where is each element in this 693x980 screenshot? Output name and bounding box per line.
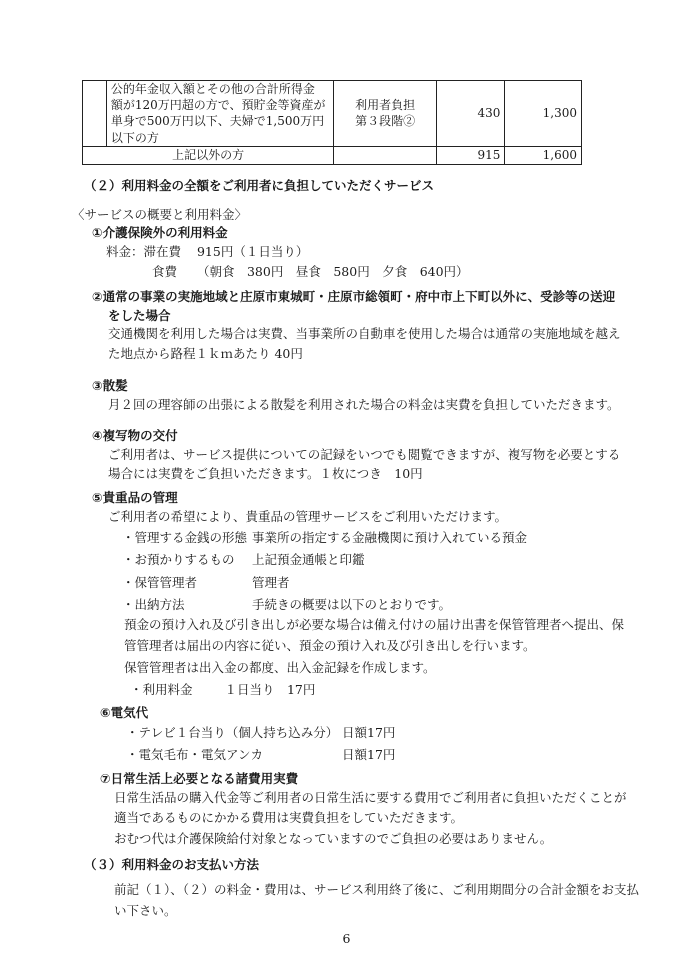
item5-fee-line: [130, 681, 315, 699]
condition-line: 単身で500万円以下、夫婦で1,500万円: [110, 114, 325, 129]
condition-cell: [106, 81, 333, 147]
section3-body-cont: い下さい。: [114, 903, 177, 918]
item6-row-value: 日額17円: [342, 725, 396, 740]
item5-detail-value: 管理者: [252, 575, 290, 590]
item3-body: 月２回の理容師の出張による散髪を利用された場合の料金は実費を負担していただきます。: [108, 397, 620, 412]
table-row: [83, 146, 582, 164]
service-overview-heading: 〈サービスの概要と利用料金〉: [72, 207, 248, 222]
condition-line: 額が120万円超の方で、預貯金等資産が: [110, 98, 326, 113]
item4-title: ④複写物の交付: [92, 428, 178, 443]
condition-cell: 上記以外の方: [83, 146, 334, 164]
value2-cell: 1,600: [505, 146, 582, 164]
stay-fee-value: 915円（１日当り）: [196, 244, 309, 259]
item5-detail-value: 上記預金通帳と印鑑: [252, 552, 365, 567]
item5-procedure-cont: 管管理者は届出の内容に従い、預金の預け入れ及び引き出しを行います。: [124, 638, 536, 653]
item5-detail-label: ・保管管理者: [122, 575, 198, 590]
item6-title: ⑥電気代: [100, 705, 149, 720]
category-cell: [334, 81, 437, 147]
item5-intro: ご利用者の希望により、貴重品の管理サービスをご利用いただけます。: [108, 509, 508, 524]
item5-detail-label: ・出納方法: [122, 597, 185, 612]
item5-detail-value: 事業所の指定する金融機関に預け入れている預金: [252, 530, 528, 545]
page-number: 6: [342, 931, 351, 946]
section3-heading: （３）利用料金のお支払い方法: [84, 857, 260, 872]
category-line: 利用者負担: [355, 98, 416, 113]
item7-body: 日常生活品の購入代金等ご利用者の日常生活に要する費用でご利用者に負担いただくことが: [114, 790, 627, 805]
meal-fee-detail: （朝食 380円 昼食 580円 夕食 640円）: [196, 264, 469, 279]
value2-cell: 1,300: [505, 81, 582, 147]
item7-note: おむつ代は介護保険給付対象となっていますのでご負担の必要はありません。: [114, 831, 553, 846]
fee-table: [82, 80, 582, 165]
item6-row-label: ・テレビ１台当り（個人持ち込み分）: [126, 725, 339, 740]
item6-row-label: ・電気毛布・電気アンカ: [126, 747, 264, 762]
meal-fee-line: [152, 263, 469, 281]
item5-record: 保管管理者は出入金の都度、出入金記録を作成します。: [124, 660, 436, 675]
item2-title-cont: をした場合: [108, 308, 171, 323]
item6-row-value: 日額17円: [342, 747, 396, 762]
category-cell: [334, 146, 437, 164]
item5-detail-label: ・お預かりするもの: [122, 552, 235, 567]
item7-body-cont: 適当であるものにかかる費用は実費負担をしていただきます。: [114, 810, 464, 825]
item4-body-cont: 場合には実費をご負担いただきます。１枚につき 10円: [108, 466, 423, 481]
section2-heading: （２）利用料金の全額をご利用者に負担していただくサービス: [84, 178, 435, 193]
item4-body: ご利用者は、サービス提供についての記録をいつでも閲覧できますが、複写物を必要とする: [108, 447, 621, 462]
item3-title: ③散髪: [92, 378, 128, 393]
item5-detail-value: 手続きの概要は以下のとおりです。: [252, 597, 452, 612]
item5-title: ⑤貴重品の管理: [92, 490, 178, 505]
item1-title: ①介護保険外の利用料金: [92, 225, 228, 240]
item2-body-cont: た地点から路程１ｋｍあたり 40円: [108, 346, 303, 361]
stay-fee-line: [106, 243, 308, 261]
item5-procedure: 預金の預け入れ及び引き出しが必要な場合は備え付けの届け出書を保管管理者へ提出、保: [124, 617, 625, 632]
category-line: 第３段階②: [355, 114, 416, 129]
item5-detail-label: ・管理する金銭の形態: [122, 530, 248, 545]
condition-line: 以下の方: [110, 130, 159, 145]
item2-body: 交通機関を利用した場合は実費、当事業所の自動車を使用した場合は通常の実施地域を越え: [108, 326, 621, 341]
item7-title: ⑦日常生活上必要となる諸費用実費: [100, 771, 299, 786]
value1-cell: 430: [437, 81, 505, 147]
item5-fee-value: １日当り 17円: [224, 682, 316, 697]
item5-fee-label: ・利用料金: [130, 682, 193, 697]
value1-cell: 915: [437, 146, 505, 164]
table-row: [83, 81, 582, 147]
section3-body: 前記（１）、（２）の料金・費用は、サービス利用終了後に、ご利用期間分の合計金額をお支払: [114, 882, 640, 897]
item2-title: ②通常の事業の実施地域と庄原市東城町・庄原市総領町・府中市上下町以外に、受診等の送迎: [92, 289, 616, 304]
table-stub-cell: [83, 81, 107, 147]
condition-line: 公的年金収入額とその他の合計所得金: [110, 82, 315, 96]
meal-fee-label: 食費: [152, 264, 178, 279]
stay-fee-label: 料金：滞在費: [106, 244, 182, 259]
